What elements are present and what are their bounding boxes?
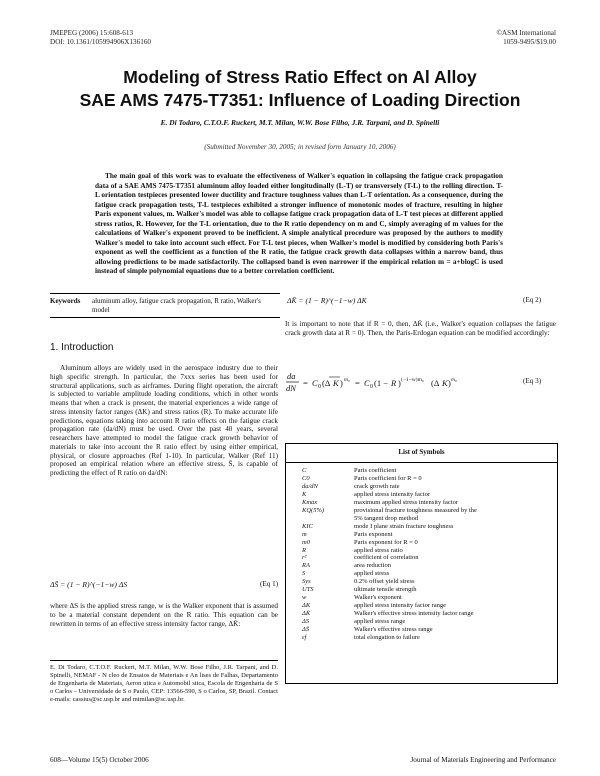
symbol-row (302, 602, 477, 610)
symbols-list (285, 443, 558, 684)
symbol: KQ(5%) (302, 506, 325, 514)
equation-1-text: ΔS̄ = (1 − R)^(−1−w) ΔS (50, 580, 128, 589)
journal-line: JMEPEG (2006) 15:608-613 (50, 29, 134, 37)
svg-text:(−1−w)m₀: (−1−w)m₀ (401, 377, 424, 383)
symbol-row (302, 626, 477, 634)
svg-text:dN: dN (286, 383, 296, 393)
intro-text: Aluminum alloys are widely used in the aerospace industry due to their high specific strength. In particular, the 7xxx series has been used for structural applications, such as airframes. During flight operation, the aircraft is subjected to variable amplitude loading conditions, which in other words means that when a crack is present, the material experiences a wide range of stress intensity factor ranges (ΔK) and stress ratios (R). To make accurate life predictions, equations taking into account R ratio effects on the fatigue crack propagation rate (da/dN) must be used. Over the past 40 years, several researchers have attempted to model the fatigue crack growth behavior of materials to take into account the R ratio effect by using either empirical, physical, or closure approaches (Ref 1-10). In particular, Walker (Ref 11) proposed an empirical relation where an effective stress, S̄, is capable of predicting the effect of R ratio on da/dN: (50, 364, 278, 477)
symbol-definition: applied stress intensity factor range (354, 602, 447, 610)
symbol: ΔK̄ (302, 610, 311, 618)
svg-text:): ) (340, 378, 343, 388)
svg-text:C: C (312, 378, 318, 388)
symbol-row (302, 515, 477, 523)
equation-1-number: (Eq 1) (260, 580, 279, 588)
svg-text:=: = (303, 378, 308, 388)
paper-title-line2: SAE AMS 7475-T7351: Influence of Loading Direction (79, 90, 521, 110)
svg-text:0: 0 (318, 384, 321, 390)
doi: DOI: 10.1361/105994906X136160 (50, 38, 152, 46)
symbol: r² (302, 554, 307, 562)
symbol-row (302, 570, 477, 578)
symbol-definition: 0.2% offset yield stress (354, 578, 415, 586)
equation-1 (50, 580, 127, 589)
symbol-definition: applied stress ratio (354, 546, 403, 554)
author-affiliation: E. Di Todaro, C.T.O.F. Ruckert, M.T. Milan, W.W. Bose Filho, J.R. Tarpani, and D. Spinelli, NEMAF - N cleo de Ensaios de Materiais e An lises de Falhas, Departamento de Engenharia de Materiais, Aeron utica e Automobil stica, Escola de Engenharia de S o Carlos – Universidade de S o Paulo, CEP: 13566-590, S o Carlos, SP, Brazil. Contact e-mails: cassius@sc.usp.br and mtmilan@sc.usp.br. (50, 660, 278, 704)
svg-text:C: C (364, 378, 370, 388)
symbol-definition: total elongation to failure (354, 634, 420, 642)
journal-info (50, 29, 151, 47)
equation-2-text: ΔK̄ = (1 − R)^(−1−w) ΔK (287, 296, 367, 305)
keywords-label: Keywords (50, 297, 81, 305)
symbol: C0 (302, 474, 310, 482)
keywords-box (50, 293, 280, 318)
svg-text:K: K (333, 378, 339, 388)
svg-text:=: = (355, 378, 360, 388)
symbol-definition: maximum applied stress intensity factor (354, 498, 458, 506)
symbols-table (302, 467, 477, 642)
symbol-definition: Walker's effective stress range (354, 626, 433, 634)
symbol: m0 (302, 538, 310, 546)
footer-right: Journal of Materials Engineering and Performance (410, 756, 556, 764)
equation-3 (285, 368, 515, 398)
symbol-row (302, 547, 477, 555)
symbol-definition: Paris exponent (354, 530, 393, 538)
symbol-definition: Paris coefficient for R = 0 (354, 474, 422, 482)
symbol-row (302, 523, 477, 531)
symbol-row (302, 594, 477, 602)
symbol-row (302, 483, 477, 491)
symbols-caption: List of Symbols (286, 444, 557, 463)
abstract (95, 171, 503, 276)
right-text: It is important to note that if R = 0, then, ΔK̄ (i.e., Walker's equation collapses the fatigue crack growth data at R = 0). Then, the Paris-Erdogan equation can be modified accordingly: (285, 320, 556, 337)
symbol: Sys (302, 578, 311, 586)
symbol-row (302, 467, 477, 475)
keywords-text: aluminum alloy, fatigue crack propagation, R ratio, Walker's model (92, 297, 261, 314)
abstract-text: The main goal of this work was to evaluate the effectiveness of Walker's equation in collapsing the fatigue crack propagation data of a SAE AMS 7475-T7351 aluminum alloy loaded either longitudinally (L-T) or transversely (T-L) to the rolling direction. T-L orientation testpieces presented lower ductility and fracture toughness values than L-T orientation. As a consequence, during the fatigue crack propagation tests, T-L testpieces exhibited a stronger influence of monotonic modes of fracture, resulting in higher Paris exponent values, m. Walker's model was able to collapse fatigue crack propagation data of L-T test pieces at different applied stress ratios, R. However, for the T-L orientation, due to the R ratio dependency on m and C, simply averaging of m values for the calculations of Walker's exponent proved to be inefficient. A simple analytical procedure was proposed by the authors to modify Walker's model to take into account such effect. For T-L test pieces, when Walker's model is modified by considering both Paris's exponent as well the coefficient as a function of the R ratio, the fatigue crack growth data collapses within a narrow band, thus allowing predictions to be made satisfactorily. The collapsed band is even narrower if the empirical relation m = a+blogC is used instead of simple polynomial equations due to a better correlation coefficient. (95, 171, 503, 276)
svg-text:K: K (442, 378, 448, 388)
symbol-definition: applied stress (354, 570, 390, 578)
paper-title-line1: Modeling of Stress Ratio Effect on Al Alloy (123, 67, 477, 87)
symbol: w (302, 594, 307, 602)
svg-text:da: da (287, 371, 296, 381)
svg-text:): ) (398, 378, 401, 388)
symbol-row (302, 618, 477, 626)
svg-text:): ) (448, 378, 451, 388)
svg-text:(1 −: (1 − (374, 378, 388, 388)
symbol-row (302, 586, 477, 594)
symbol-row (302, 507, 477, 515)
intro-paragraph (50, 364, 278, 478)
svg-text:R: R (391, 378, 397, 388)
copyright: ©ASM International (496, 29, 556, 37)
symbol-definition: ultimate tensile strength (354, 586, 417, 594)
svg-text:(Δ: (Δ (322, 378, 331, 388)
symbol-definition: provisional fracture toughness measured by the (354, 506, 477, 514)
footer-left: 608—Volume 15(5) October 2006 (50, 756, 149, 764)
symbol-definition: Paris coefficient (354, 467, 397, 474)
symbol-row (302, 499, 477, 507)
symbol-definition: applied stress range (354, 618, 406, 626)
symbol-row (302, 554, 477, 562)
symbol-definition: applied stress intensity factor (354, 490, 430, 498)
symbol: RA (302, 562, 310, 570)
symbol-definition: Paris exponent for R = 0 (354, 538, 418, 546)
symbol-row (302, 539, 477, 547)
symbol-definition: 5% tangent drop method (354, 514, 419, 522)
intro-paragraph-2 (50, 602, 278, 628)
symbol: Kmax (302, 498, 318, 506)
symbol-row (302, 475, 477, 483)
symbol: εf (302, 634, 307, 642)
symbol: R (302, 546, 306, 554)
equation-2 (287, 296, 367, 305)
symbol: UTS (302, 586, 314, 594)
symbol-definition: area reduction (354, 562, 391, 570)
svg-text:m₀: m₀ (344, 377, 350, 383)
symbol-definition: Walker's effective stress intensity factor range (354, 610, 474, 618)
symbol: da/dN (302, 482, 318, 490)
symbol-definition: crack growth rate (354, 482, 400, 490)
symbol: ΔS̄ (302, 626, 310, 634)
svg-text:0: 0 (370, 384, 373, 390)
copyright-info (496, 29, 556, 47)
right-paragraph (285, 320, 556, 338)
symbol-row (302, 578, 477, 586)
symbol: m (302, 530, 307, 538)
section-heading: 1. Introduction (50, 342, 114, 353)
symbol-row (302, 491, 477, 499)
equation-2-number: (Eq 2) (523, 296, 542, 304)
symbol-row (302, 610, 477, 618)
price: 1059-9495/$19.00 (503, 38, 556, 46)
svg-text:(Δ: (Δ (431, 378, 440, 388)
svg-text:m₀: m₀ (451, 377, 457, 383)
symbol: C (302, 467, 307, 474)
authors: E. Di Todaro, C.T.O.F. Ruckert, M.T. Milan, W.W. Bose Filho, J.R. Tarpani, and D. Spinelli (160, 118, 440, 127)
symbol: K (302, 490, 307, 498)
equation-3-number: (Eq 3) (523, 377, 542, 385)
symbol-definition: mode I plane strain fracture toughness (354, 522, 454, 530)
symbol-row (302, 562, 477, 570)
symbol: ΔK (302, 602, 311, 610)
symbol: KIC (302, 522, 313, 530)
symbol-definition: Walker's exponent (354, 594, 402, 602)
symbol: ΔS (302, 618, 310, 626)
symbol-row (302, 531, 477, 539)
symbol (302, 515, 354, 523)
symbol: S (302, 570, 306, 578)
symbol-definition: coefficient of correlation (354, 554, 419, 562)
symbol-row (302, 634, 477, 642)
submission-dates: (Submitted November 30, 2005; in revised form January 10, 2006) (204, 143, 396, 151)
intro-text-2: where ΔS is the applied stress range, w is the Walker exponent that is assumed to be a material constant dependent on the R ratio. This equation can be rewritten in terms of an effective stress intensity factor range, ΔK̄: (50, 602, 278, 628)
